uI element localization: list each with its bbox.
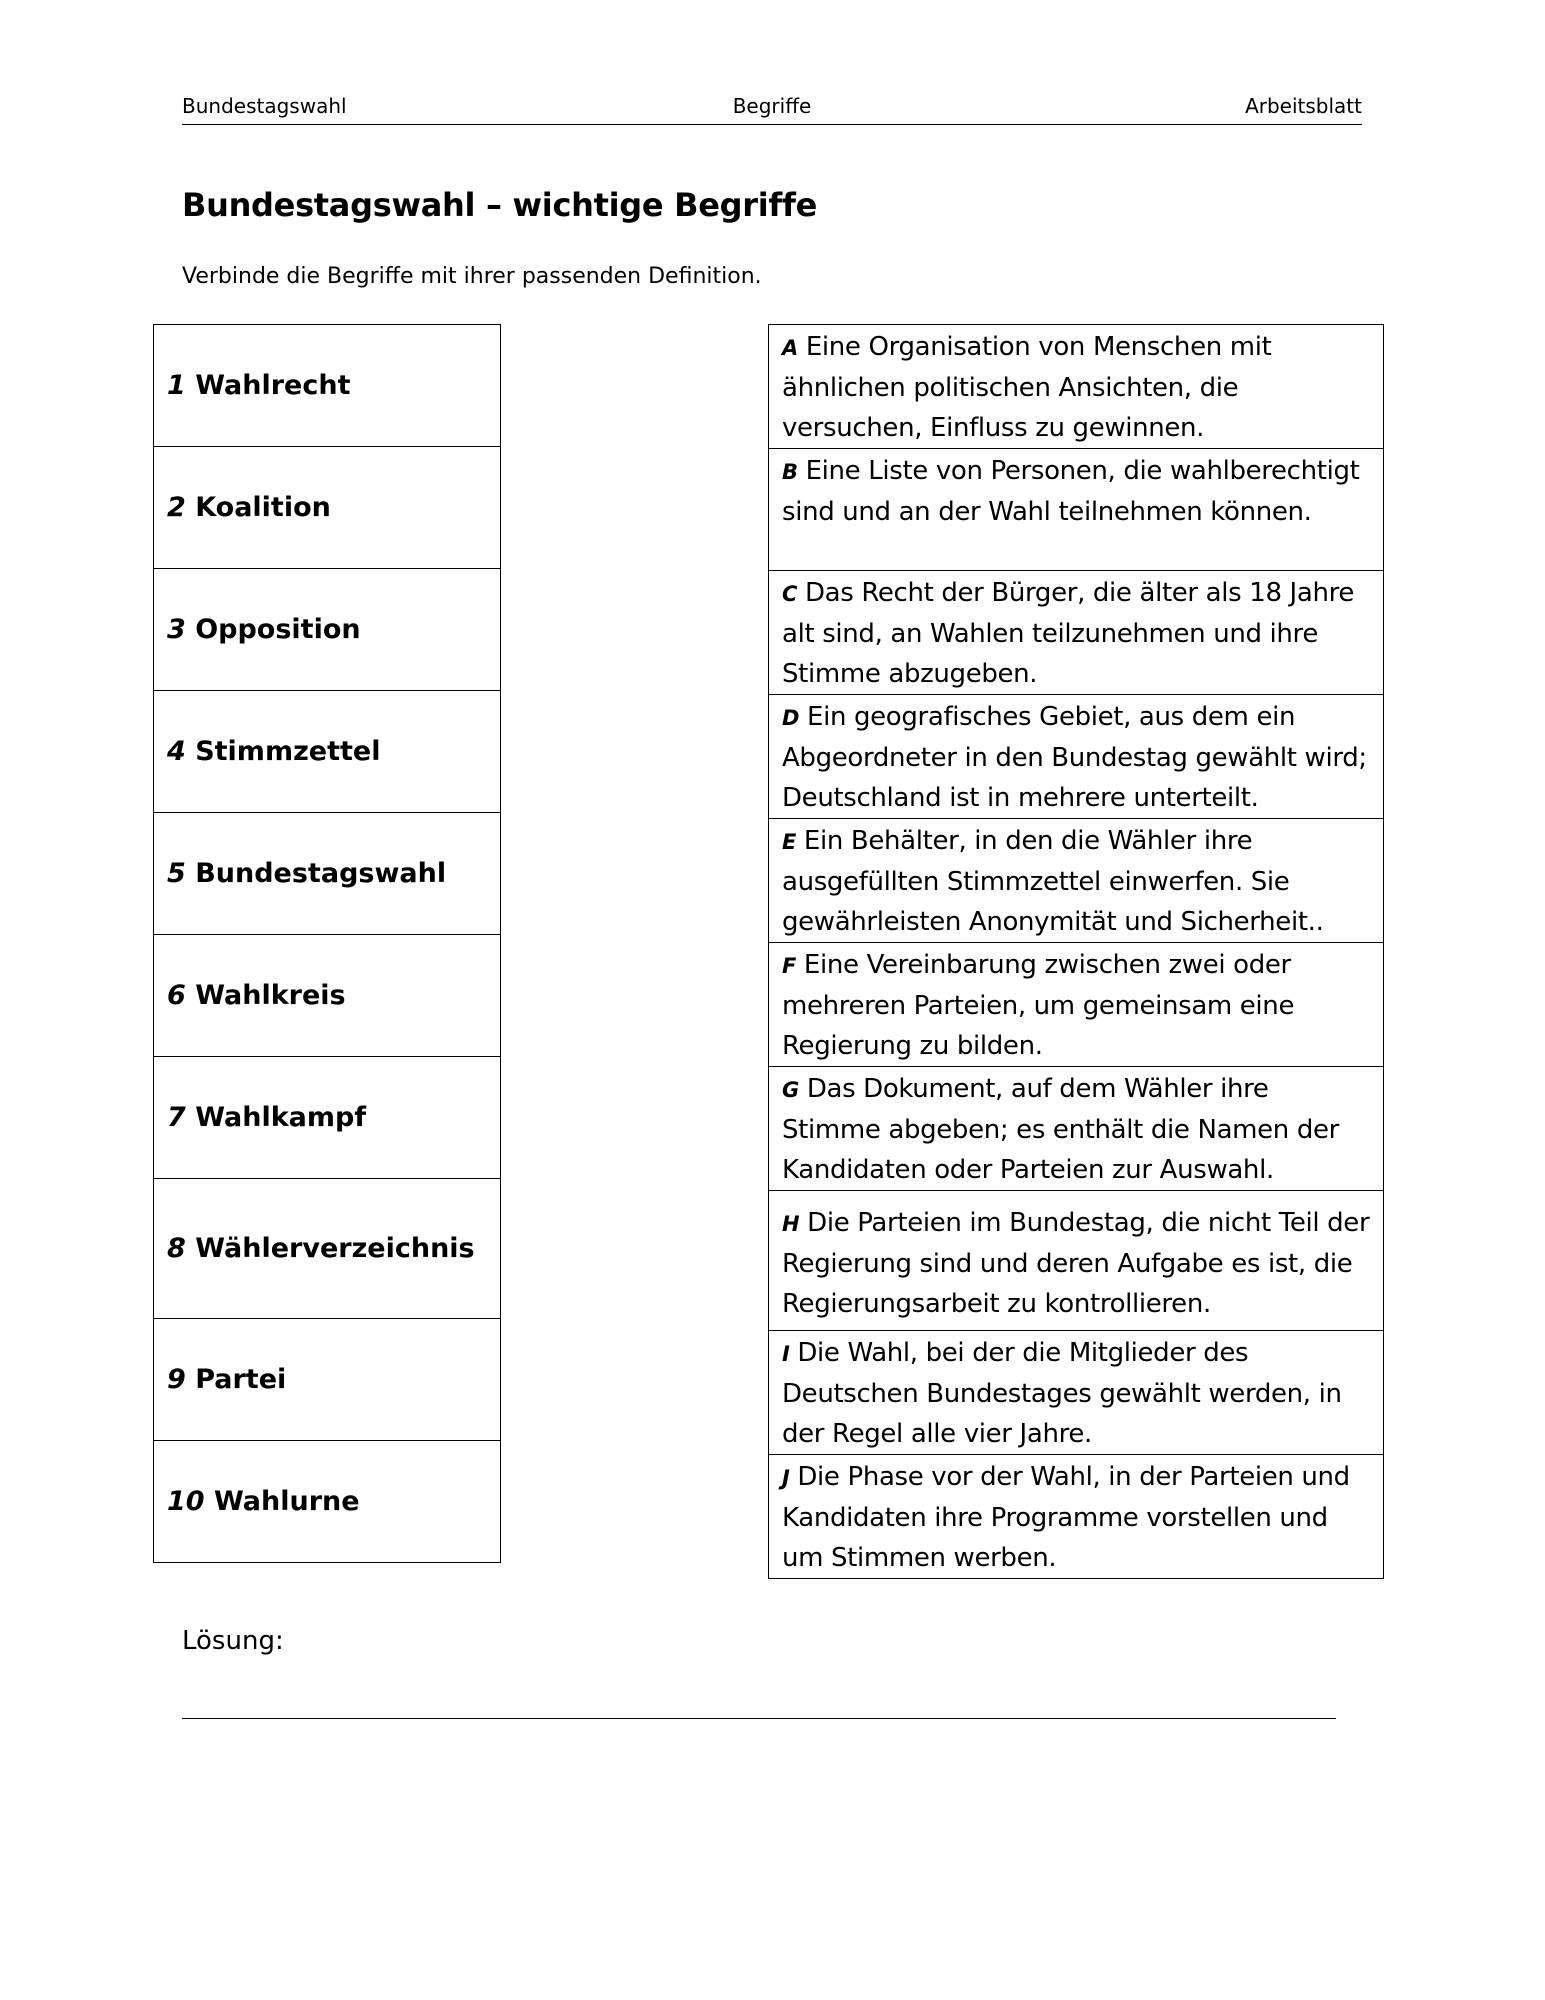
definition-cell[interactable] <box>769 449 1384 571</box>
term-number: 4 <box>167 736 186 767</box>
definition-text: Eine Liste von Personen, die wahlberechtigt sind und an der Wahl teilnehmen können. <box>782 456 1360 527</box>
page-title: Bundestagswahl – wichtige Begriffe <box>182 186 818 224</box>
definition-row <box>769 943 1384 1067</box>
term-label: Partei <box>195 1364 287 1395</box>
term-label: Wahlrecht <box>195 370 351 401</box>
definition-cell[interactable] <box>769 571 1384 695</box>
definition-cell[interactable] <box>769 943 1384 1067</box>
definition-text: Ein geografisches Gebiet, aus dem ein Abgeordneter in den Bundestag gewählt wird; Deutschland ist in mehrere unterteilt. <box>782 702 1367 813</box>
term-row <box>154 1057 501 1179</box>
header-center: Begriffe <box>732 94 812 118</box>
definition-letter: F <box>782 954 796 978</box>
definition-letter: A <box>782 336 798 360</box>
definition-letter: J <box>782 1466 790 1490</box>
definition-row <box>769 1331 1384 1455</box>
term-row <box>154 1179 501 1319</box>
definition-letter: G <box>782 1078 799 1102</box>
definition-letter: C <box>782 582 798 606</box>
term-row <box>154 325 501 447</box>
definition-text: Die Phase vor der Wahl, in der Parteien und Kandidaten ihre Programme vorstellen und um Stimmen werben. <box>782 1462 1350 1573</box>
definition-row <box>769 1455 1384 1579</box>
term-cell[interactable] <box>154 1179 501 1319</box>
definition-letter: E <box>782 830 796 854</box>
header-left: Bundestagswahl <box>182 94 347 118</box>
term-row <box>154 935 501 1057</box>
term-number: 8 <box>167 1233 186 1264</box>
definition-text: Eine Organisation von Menschen mit ähnlichen politischen Ansichten, die versuchen, Einfluss zu gewinnen. <box>782 332 1272 443</box>
term-row <box>154 691 501 813</box>
definition-cell[interactable] <box>769 1191 1384 1331</box>
definition-cell[interactable] <box>769 325 1384 449</box>
solution-answer-line[interactable] <box>182 1718 1336 1719</box>
term-number: 9 <box>167 1364 186 1395</box>
definition-row <box>769 1067 1384 1191</box>
term-row <box>154 1441 501 1563</box>
term-cell[interactable] <box>154 325 501 447</box>
term-cell[interactable] <box>154 1319 501 1441</box>
instruction-text: Verbinde die Begriffe mit ihrer passenden Definition. <box>182 264 762 289</box>
term-row <box>154 813 501 935</box>
definition-text: Die Parteien im Bundestag, die nicht Teil der Regierung sind und deren Aufgabe es ist, die Regierungsarbeit zu kontrollieren. <box>782 1208 1370 1319</box>
term-label: Wahlkreis <box>195 980 346 1011</box>
definition-row <box>769 819 1384 943</box>
definition-row <box>769 571 1384 695</box>
definition-row <box>769 325 1384 449</box>
definitions-table <box>768 324 1384 1579</box>
term-number: 6 <box>167 980 186 1011</box>
definition-letter: D <box>782 706 800 730</box>
definition-cell[interactable] <box>769 695 1384 819</box>
term-row <box>154 569 501 691</box>
definition-row <box>769 695 1384 819</box>
definition-text: Ein Behälter, in den die Wähler ihre ausgefüllten Stimmzettel einwerfen. Sie gewährleisten Anonymität und Sicherheit.. <box>782 826 1324 937</box>
terms-table <box>153 324 501 1563</box>
term-number: 3 <box>167 614 186 645</box>
definition-text: Die Wahl, bei der die Mitglieder des Deutschen Bundestages gewählt werden, in der Regel alle vier Jahre. <box>782 1338 1342 1449</box>
definition-text: Eine Vereinbarung zwischen zwei oder mehreren Parteien, um gemeinsam eine Regierung zu bilden. <box>782 950 1295 1061</box>
header-right: Arbeitsblatt <box>1245 94 1362 118</box>
term-cell[interactable] <box>154 935 501 1057</box>
definition-letter: H <box>782 1212 800 1236</box>
definition-row <box>769 449 1384 571</box>
page-header <box>182 94 1362 125</box>
term-label: Wahlurne <box>213 1486 360 1517</box>
solution-label: Lösung: <box>182 1626 284 1656</box>
term-label: Opposition <box>195 614 361 645</box>
term-number: 7 <box>167 1102 186 1133</box>
definition-text: Das Recht der Bürger, die älter als 18 Jahre alt sind, an Wahlen teilzunehmen und ihre Stimme abzugeben. <box>782 578 1354 689</box>
term-cell[interactable] <box>154 813 501 935</box>
term-label: Wahlkampf <box>195 1102 367 1133</box>
term-number: 1 <box>167 370 186 401</box>
term-label: Koalition <box>195 492 331 523</box>
term-cell[interactable] <box>154 1057 501 1179</box>
definition-cell[interactable] <box>769 819 1384 943</box>
term-cell[interactable] <box>154 447 501 569</box>
definition-cell[interactable] <box>769 1331 1384 1455</box>
definition-letter: B <box>782 460 798 484</box>
term-label: Bundestagswahl <box>195 858 447 889</box>
term-row <box>154 447 501 569</box>
term-number: 2 <box>167 492 186 523</box>
term-row <box>154 1319 501 1441</box>
term-label: Stimmzettel <box>195 736 381 767</box>
term-number: 5 <box>167 858 186 889</box>
definition-row <box>769 1191 1384 1331</box>
term-cell[interactable] <box>154 1441 501 1563</box>
term-cell[interactable] <box>154 569 501 691</box>
definition-cell[interactable] <box>769 1455 1384 1579</box>
definition-letter: I <box>782 1342 790 1366</box>
definition-text: Das Dokument, auf dem Wähler ihre Stimme abgeben; es enthält die Namen der Kandidaten oder Parteien zur Auswahl. <box>782 1074 1339 1185</box>
term-number: 10 <box>167 1486 205 1517</box>
term-label: Wählerverzeichnis <box>195 1233 475 1264</box>
definition-cell[interactable] <box>769 1067 1384 1191</box>
term-cell[interactable] <box>154 691 501 813</box>
